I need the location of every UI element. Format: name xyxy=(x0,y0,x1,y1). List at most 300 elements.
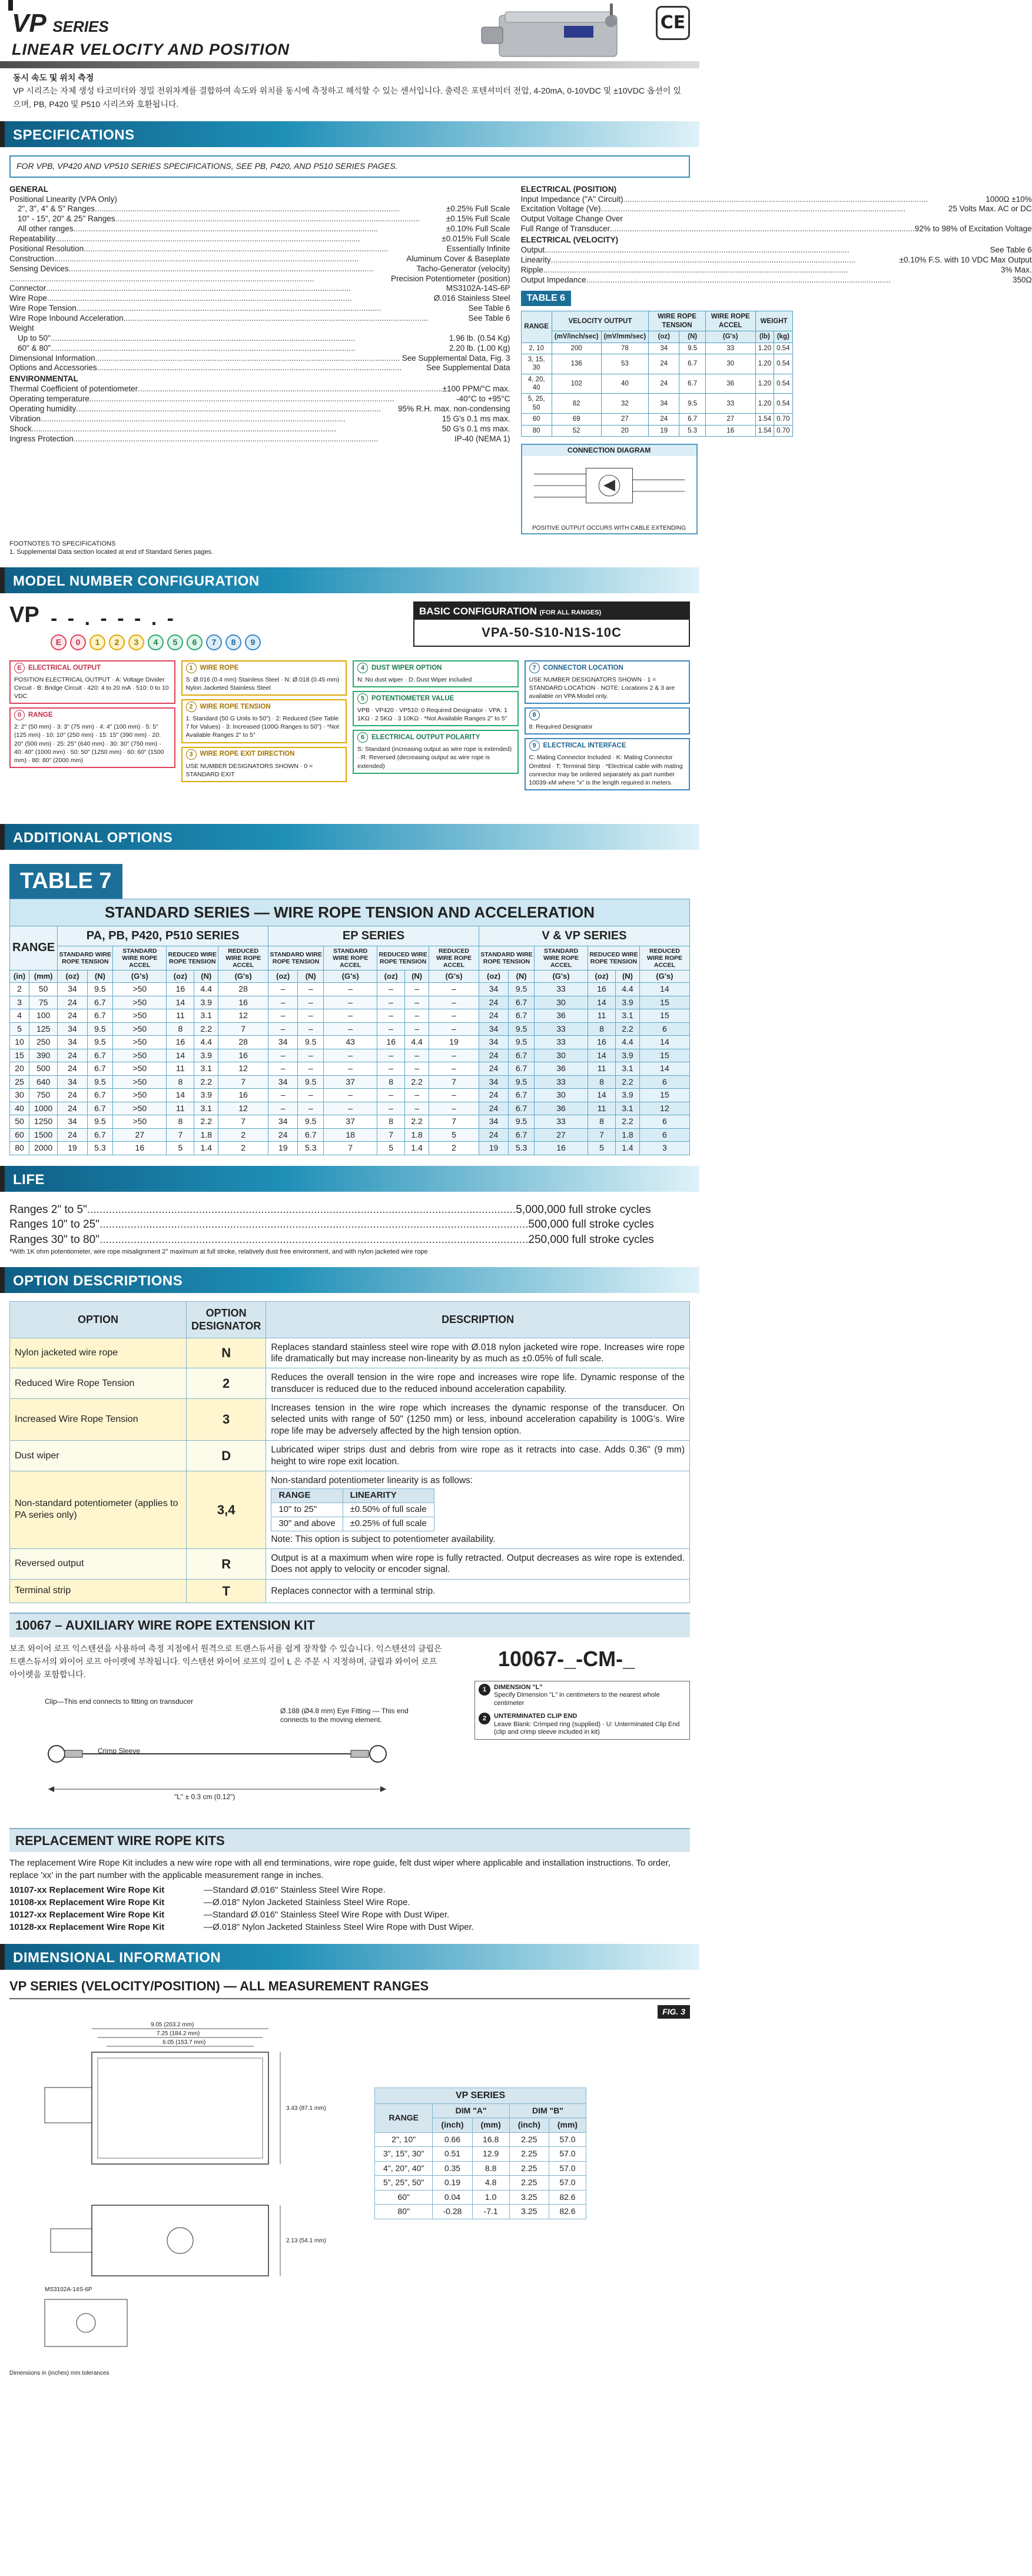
t6-cell: 19 xyxy=(649,425,679,436)
basic-configuration xyxy=(413,601,690,647)
intro-title: 동시 속도 및 위치 측정 xyxy=(13,73,94,82)
t7-cell: 7 xyxy=(167,1128,194,1142)
t7-cell: 8 xyxy=(588,1075,616,1089)
t7-cell: 9.5 xyxy=(509,983,535,996)
designator-box-header xyxy=(11,662,174,674)
replacement-kit-row xyxy=(9,1896,690,1909)
t7-row xyxy=(10,1115,690,1129)
t7-cell: 34 xyxy=(58,1075,87,1089)
t6-cell: 82 xyxy=(552,394,601,414)
vp-cell: 3", 15", 30" xyxy=(375,2147,433,2162)
t7-cell: 7 xyxy=(324,1142,377,1155)
spec-key: Sensing Devices xyxy=(9,264,69,273)
t7-cell: 8 xyxy=(167,1022,194,1036)
t7-cell: 11 xyxy=(588,1009,616,1023)
t7-cell: 27 xyxy=(534,1128,588,1142)
linearity-cell: ±0.50% of full scale xyxy=(343,1503,434,1517)
spec-row xyxy=(9,254,510,264)
spec-value: IP-40 (NEMA 1) xyxy=(454,434,510,443)
t7-subheader: STANDARD WIRE ROPE TENSION xyxy=(268,946,324,970)
designator-box-header xyxy=(526,709,689,722)
t7-cell: 30 xyxy=(534,1049,588,1062)
t7-cell: 6.7 xyxy=(509,996,535,1009)
designator-badge: 5 xyxy=(357,693,368,704)
linearity-head: RANGE xyxy=(271,1489,343,1503)
spec-value: Tacho-Generator (velocity) xyxy=(416,264,510,273)
t7-subheader: STANDARD WIRE ROPE ACCEL xyxy=(324,946,377,970)
t6-cell: 20 xyxy=(601,425,649,436)
vp-cell: 2.25 xyxy=(509,2161,549,2176)
designator-box-body: VPB · VP420 · VP510: 0 Required Designator · VPA: 1 1KΩ · 2 5KΩ · 3 10KΩ · *Not Available Ranges 2" to 5" xyxy=(357,706,507,723)
spec-dots xyxy=(32,424,442,434)
t7-cell: – xyxy=(405,1022,429,1036)
t7-cell: 24 xyxy=(268,1128,298,1142)
t7-cell: 2.2 xyxy=(405,1115,429,1129)
t6-unit: (mV/mm/sec) xyxy=(601,331,649,343)
t7-cell: 3.9 xyxy=(194,1089,218,1102)
spec-key: Thermal Coefficient of potentiometer xyxy=(9,384,138,394)
replacement-kit-row xyxy=(9,1909,690,1921)
vp-cell: 80" xyxy=(375,2205,433,2219)
t7-cell: 5.3 xyxy=(509,1142,535,1155)
replacement-kit-part: 10107-xx Replacement Wire Rope Kit xyxy=(9,1885,165,1896)
t7-unit: (in) xyxy=(10,970,29,982)
option-descriptions-bar xyxy=(0,1267,699,1293)
t7-cell: – xyxy=(324,1049,377,1062)
option-row xyxy=(10,1579,690,1603)
t7-row xyxy=(10,1089,690,1102)
model-config xyxy=(9,601,690,813)
t7-cell: 15 xyxy=(639,1009,689,1023)
t7-cell: – xyxy=(298,1102,324,1115)
t7-unit: (oz) xyxy=(58,970,87,982)
vp-row xyxy=(375,2132,586,2147)
t7-row xyxy=(10,983,690,996)
t6-row xyxy=(521,343,792,354)
t7-cell: 5.3 xyxy=(298,1142,324,1155)
t7-row xyxy=(10,1102,690,1115)
designator-circle: 8 xyxy=(225,634,241,650)
t7-cell: – xyxy=(268,1022,298,1036)
t7-cell: 36 xyxy=(534,1102,588,1115)
t6-unit: (G's) xyxy=(705,331,755,343)
t7-cell: 3.1 xyxy=(616,1062,640,1076)
t7-cell: 19 xyxy=(268,1142,298,1155)
t6-cell: 16 xyxy=(705,425,755,436)
t6-cell: 0.54 xyxy=(774,374,792,394)
kit-label-length: "L" ± 0.3 cm (0.12") xyxy=(174,1792,235,1801)
option-designator: T xyxy=(187,1579,266,1603)
designator-box xyxy=(353,730,519,774)
t7-cell: 36 xyxy=(534,1062,588,1076)
life-range: Ranges 30" to 80" xyxy=(9,1234,99,1247)
t7-cell: 19 xyxy=(479,1142,508,1155)
spec-dots xyxy=(124,314,469,324)
t6-cell: 5, 25, 50 xyxy=(521,394,552,414)
life-row xyxy=(9,1202,651,1218)
model-bar xyxy=(0,567,699,593)
t7-cell: – xyxy=(429,1049,479,1062)
t7-cell: – xyxy=(377,983,405,996)
model-prefix: VP xyxy=(9,602,39,627)
spec-key: Positional Linearity (VPA Only) xyxy=(9,194,117,204)
option-designator: R xyxy=(187,1548,266,1579)
designator-badge: 1 xyxy=(479,1684,490,1696)
t7-cell: 50 xyxy=(29,983,58,996)
clip-end-title: UNTERMINATED CLIP END xyxy=(494,1712,578,1720)
t7-cell: 34 xyxy=(479,1022,508,1036)
t7-cell: – xyxy=(298,1089,324,1102)
t6-cell: 34 xyxy=(649,343,679,354)
t7-unit: (G's) xyxy=(218,970,268,982)
t7-cell: 6.7 xyxy=(509,1089,535,1102)
vp-cell: 0.35 xyxy=(433,2161,472,2176)
t7-cell: 5 xyxy=(167,1142,194,1155)
designator-box-title: CONNECTOR LOCATION xyxy=(543,664,623,672)
t7-cell: 6.7 xyxy=(509,1062,535,1076)
option-description: Replaces standard stainless steel wire rope with Ø.018 nylon jacketed wire rope. Increases wire rope life dramatically but may increase non-linearity by as much as ±0.05% of full scale. xyxy=(266,1338,690,1368)
designator-circle: 0 xyxy=(70,634,86,650)
electrical-position-heading: ELECTRICAL (POSITION) xyxy=(520,184,617,194)
t7-cell: 16 xyxy=(113,1142,167,1155)
t6-cell: 1.20 xyxy=(755,374,774,394)
t7-cell: – xyxy=(268,1009,298,1023)
t7-cell: 9.5 xyxy=(298,1036,324,1049)
t6-cell: 0.54 xyxy=(774,343,792,354)
t7-cell: – xyxy=(405,996,429,1009)
t7-cell: – xyxy=(429,1062,479,1076)
designator-box-header xyxy=(182,700,346,713)
t7-cell: 6 xyxy=(639,1115,689,1129)
electrical-velocity-heading: ELECTRICAL (VELOCITY) xyxy=(520,235,619,245)
t6-cell: 0.54 xyxy=(774,394,792,414)
spec-dots xyxy=(115,214,446,224)
vp-cell: 12.9 xyxy=(472,2147,509,2162)
option-description: Increases tension in the wire rope which increases the dynamic response of the transducer. On selected units with range of 50" (1250 mm) or less, inbound acceleration capability is 100G's. Wire rope life may be adversely affected by the high tension option. xyxy=(266,1399,690,1441)
spec-key: Construction xyxy=(9,254,54,263)
t7-cell: 30 xyxy=(534,1089,588,1102)
spec-value: 95% R.H. max. non-condensing xyxy=(397,404,510,413)
t7-cell: 28 xyxy=(218,1036,268,1049)
t7-cell: 16 xyxy=(218,1049,268,1062)
t7-cell: 19 xyxy=(58,1142,87,1155)
designator-column xyxy=(353,660,519,790)
vp-cell: 57.0 xyxy=(549,2147,586,2162)
t7-cell: 6.7 xyxy=(509,1128,535,1142)
spec-row xyxy=(9,404,510,414)
t7-cell: 6.7 xyxy=(509,1049,535,1062)
spec-key: Ripple xyxy=(520,265,543,274)
t7-cell: 16 xyxy=(377,1036,405,1049)
spec-key: Shock xyxy=(9,424,32,433)
vp-cell: 8.8 xyxy=(472,2161,509,2176)
t7-unit: (N) xyxy=(194,970,218,982)
life-bar xyxy=(0,1166,699,1192)
designator-box-body: S: Standard (increasing output as wire rope is extended) · R: Reversed (decreasing output as wire rope is extended) xyxy=(357,746,512,770)
vp-cell: 2.25 xyxy=(509,2176,549,2191)
t7-cell: – xyxy=(405,1062,429,1076)
t6-cell: 40 xyxy=(601,374,649,394)
bar-tick xyxy=(0,567,5,593)
designator-box-body: USE NUMBER DESIGNATORS SHOWN · 1 = STANDARD LOCATION · NOTE: Locations 2 & 3 are available on VPA Model only. xyxy=(529,676,675,700)
t7-cell: 390 xyxy=(29,1049,58,1062)
replacement-kit-desc: —Standard Ø.016" Stainless Steel Wire Rope with Dust Wiper. xyxy=(204,1910,450,1920)
t7-cell: 3.9 xyxy=(616,1089,640,1102)
spec-row xyxy=(9,414,510,424)
t7-unit: (G's) xyxy=(639,970,689,982)
spec-key: Options and Accessories xyxy=(9,363,97,373)
option-description: Lubricated wiper strips dust and debris from wire rope as it retracts into case. Adds 0.36" (9 mm) height to wire rope exit location. xyxy=(266,1441,690,1471)
t7-cell: – xyxy=(268,996,298,1009)
t7-cell: 2 xyxy=(10,983,29,996)
spec-row xyxy=(9,195,510,205)
dimension-views xyxy=(9,2005,363,2370)
spec-row xyxy=(9,344,510,354)
t7-cell: 34 xyxy=(58,1036,87,1049)
t7-cell: 5 xyxy=(377,1142,405,1155)
option-name: Terminal strip xyxy=(10,1579,187,1603)
t7-cell: – xyxy=(405,983,429,996)
t7-cell: 16 xyxy=(167,1036,194,1049)
vp-cell: 0.04 xyxy=(433,2190,472,2205)
t7-subheader: REDUCED WIRE ROPE TENSION xyxy=(588,946,640,970)
specifications-bar xyxy=(0,121,699,147)
designator-box-title: WIRE ROPE EXIT DIRECTION xyxy=(200,750,295,758)
vp-table-caption: VP SERIES xyxy=(375,2088,586,2103)
t7-cell: 12 xyxy=(218,1009,268,1023)
t7-cell: 9.5 xyxy=(87,983,113,996)
connection-schematic xyxy=(522,456,696,521)
designator-box xyxy=(353,691,519,726)
linearity-cell: 10" to 25" xyxy=(271,1503,343,1517)
dimensional-title: DIMENSIONAL INFORMATION xyxy=(13,1950,221,1966)
spec-key: Input Impedance ("A" Circuit) xyxy=(520,194,623,204)
table7-label: TABLE 7 xyxy=(9,864,122,899)
t7-cell: >50 xyxy=(113,1062,167,1076)
t7-cell: 2.2 xyxy=(194,1115,218,1129)
designator-circle: 2 xyxy=(109,634,125,650)
spec-row xyxy=(521,265,1032,275)
vp-unit: (mm) xyxy=(549,2118,586,2133)
spec-dots xyxy=(138,384,443,394)
spec-dots xyxy=(95,204,446,214)
t7-cell: >50 xyxy=(113,1102,167,1115)
t7-cell: 16 xyxy=(588,1036,616,1049)
t7-cell: 6.7 xyxy=(509,1009,535,1023)
t7-row xyxy=(10,1142,690,1155)
t7-cell: 9.5 xyxy=(87,1075,113,1089)
spec-row xyxy=(9,274,510,284)
bar-tick xyxy=(0,121,5,147)
spec-row xyxy=(521,214,1032,224)
t7-cell: 12 xyxy=(639,1102,689,1115)
spec-row xyxy=(9,324,510,334)
option-row xyxy=(10,1548,690,1579)
t6-cell: 0.70 xyxy=(774,425,792,436)
t7-unit: (N) xyxy=(405,970,429,982)
t7-subheader: STANDARD WIRE ROPE ACCEL xyxy=(534,946,588,970)
spec-value: -40°C to +95°C xyxy=(456,394,510,404)
connection-diagram-title: CONNECTION DIAGRAM xyxy=(522,445,696,456)
spec-value: ±100 PPM/°C max. xyxy=(442,384,510,394)
spec-dots xyxy=(47,294,434,304)
t7-cell: 14 xyxy=(167,1089,194,1102)
t7-cell: 8 xyxy=(588,1115,616,1129)
t7-cell: 5 xyxy=(10,1022,29,1036)
t7-cell: 14 xyxy=(167,1049,194,1062)
t7-cell: 2000 xyxy=(29,1142,58,1155)
designator-circle: 5 xyxy=(167,634,183,650)
t7-subheader: STANDARD WIRE ROPE TENSION xyxy=(58,946,113,970)
designator-box-body: POSITION ELECTRICAL OUTPUT · A: Voltage Divider Circuit · B: Bridge Circuit · 420: 4 to 20 mA · 510: 0 to 10 VDC xyxy=(14,676,169,700)
vp-head: DIM "A" xyxy=(433,2103,509,2118)
spec-key: Linearity xyxy=(520,255,551,264)
life-dots xyxy=(87,1202,516,1218)
designator-box xyxy=(525,738,691,790)
t6-cell: 80 xyxy=(521,425,552,436)
footnote-1: 1. Supplemental Data section located at end of Standard Series pages. xyxy=(9,549,214,556)
t7-cell: 33 xyxy=(534,983,588,996)
spec-value: 1000Ω ±10% xyxy=(985,194,1032,204)
t7-cell: – xyxy=(324,996,377,1009)
spec-dots xyxy=(9,274,391,284)
t7-cell: 1.8 xyxy=(194,1128,218,1142)
t7-cell: – xyxy=(268,1089,298,1102)
t6-cell: 52 xyxy=(552,425,601,436)
t7-cell: 11 xyxy=(167,1062,194,1076)
vp-cell: 5", 25", 50" xyxy=(375,2176,433,2191)
electrical-position-list xyxy=(521,195,1032,235)
t6-cell: 1.20 xyxy=(755,343,774,354)
t6-unit: (kg) xyxy=(774,331,792,343)
t7-cell: >50 xyxy=(113,996,167,1009)
t7-row xyxy=(10,1009,690,1023)
t6-cell: 0.54 xyxy=(774,354,792,374)
t7-cell: 2 xyxy=(218,1128,268,1142)
environmental-heading: ENVIRONMENTAL xyxy=(9,374,78,384)
t7-cell: – xyxy=(298,1049,324,1062)
t7-cell: 4.4 xyxy=(405,1036,429,1049)
t7-cell: 6.7 xyxy=(298,1128,324,1142)
t7-cell: 34 xyxy=(479,1115,508,1129)
t6-cell: 36 xyxy=(705,374,755,394)
t7-unit: (G's) xyxy=(324,970,377,982)
t7-unit: (N) xyxy=(616,970,640,982)
spec-row xyxy=(9,424,510,434)
basic-config-example: VPA-50-S10-N1S-10C xyxy=(482,625,622,640)
spec-key: Connector xyxy=(9,284,47,293)
t6-head: WIRE ROPE ACCEL xyxy=(705,311,755,331)
t7-cell: – xyxy=(268,1102,298,1115)
designator-circle: E xyxy=(51,634,67,650)
t7-cell: 6.7 xyxy=(87,1089,113,1102)
dim-l-title: DIMENSION "L" xyxy=(494,1683,543,1691)
vp-cell: 1.0 xyxy=(472,2190,509,2205)
t7-cell: 24 xyxy=(479,1009,508,1023)
vp-unit: (inch) xyxy=(433,2118,472,2133)
vp-cell: 82.6 xyxy=(549,2205,586,2219)
t7-cell: 2.2 xyxy=(616,1115,640,1129)
designator-column xyxy=(9,660,175,790)
t7-cell: 15 xyxy=(639,996,689,1009)
dimensional-subtitle: VP SERIES (VELOCITY/POSITION) — ALL MEASUREMENT RANGES xyxy=(9,1978,690,1999)
t7-cell: 24 xyxy=(479,1128,508,1142)
vp-cell: 3.25 xyxy=(509,2205,549,2219)
t6-cell: 1.20 xyxy=(755,354,774,374)
spec-row xyxy=(9,234,510,244)
t7-cell: 16 xyxy=(167,983,194,996)
designator-box xyxy=(181,660,347,696)
t7-cell: – xyxy=(377,1049,405,1062)
t7-cell: – xyxy=(377,1009,405,1023)
t7-cell: 10 xyxy=(10,1036,29,1049)
t7-cell: 3.1 xyxy=(194,1102,218,1115)
replacement-kits-title: REPLACEMENT WIRE ROPE KITS xyxy=(9,1828,690,1853)
t6-row xyxy=(521,425,792,436)
dim-c: 6.05 (153.7 mm) xyxy=(162,2039,206,2046)
designator-box-title: WIRE ROPE TENSION xyxy=(200,703,271,710)
designator-column xyxy=(181,660,347,790)
spec-key: 10" - 15", 20" & 25" Ranges xyxy=(18,214,115,224)
spec-row xyxy=(9,334,510,344)
spec-value: See Table 6 xyxy=(990,245,1032,254)
t7-cell: 2.2 xyxy=(194,1075,218,1089)
t7-subheader: REDUCED WIRE ROPE ACCEL xyxy=(218,946,268,970)
spec-row xyxy=(9,394,510,404)
spec-value: See Supplemental Data xyxy=(426,363,510,373)
t6-head: VELOCITY OUTPUT xyxy=(552,311,648,331)
figure-label: FIG. 3 xyxy=(658,2005,690,2019)
option-name: Dust wiper xyxy=(10,1441,187,1471)
vp-cell: 2.25 xyxy=(509,2132,549,2147)
dim-a: 9.05 (203.2 mm) xyxy=(151,2021,194,2028)
t6-cell: 1.20 xyxy=(755,394,774,414)
t7-cell: – xyxy=(324,1102,377,1115)
spec-dots xyxy=(84,244,446,254)
t7-cell: – xyxy=(268,983,298,996)
spec-dots xyxy=(51,344,449,354)
t6-cell: 30 xyxy=(705,354,755,374)
option-descriptions-title: OPTION DESCRIPTIONS xyxy=(13,1272,183,1289)
spec-row xyxy=(9,214,510,224)
electrical-velocity-list xyxy=(521,245,1032,285)
t7-cell: 11 xyxy=(167,1102,194,1115)
t7-cell: 640 xyxy=(29,1075,58,1089)
t7-cell: 6 xyxy=(639,1075,689,1089)
t7-cell: – xyxy=(429,983,479,996)
t7-cell: 27 xyxy=(113,1128,167,1142)
t7-cell: 3.1 xyxy=(616,1102,640,1115)
t6-cell: 200 xyxy=(552,343,601,354)
t7-cell: – xyxy=(429,1102,479,1115)
t7-cell: 1.8 xyxy=(616,1128,640,1142)
t7-cell: 33 xyxy=(534,1022,588,1036)
t6-cell: 34 xyxy=(649,394,679,414)
t7-cell: 8 xyxy=(167,1115,194,1129)
spec-row xyxy=(9,434,510,444)
model-title: MODEL NUMBER CONFIGURATION xyxy=(13,573,260,589)
option-designator: 3 xyxy=(187,1399,266,1441)
t6-cell: 3, 15, 30 xyxy=(521,354,552,374)
environmental-list xyxy=(9,384,510,444)
t6-cell: 33 xyxy=(705,343,755,354)
spec-key: Positional Resolution xyxy=(9,244,84,253)
t7-cell: 4.4 xyxy=(194,983,218,996)
t7-cell: 25 xyxy=(10,1075,29,1089)
spec-key: Repeatability xyxy=(9,234,56,244)
t7-cell: – xyxy=(377,1089,405,1102)
t7-cell: 8 xyxy=(588,1022,616,1036)
